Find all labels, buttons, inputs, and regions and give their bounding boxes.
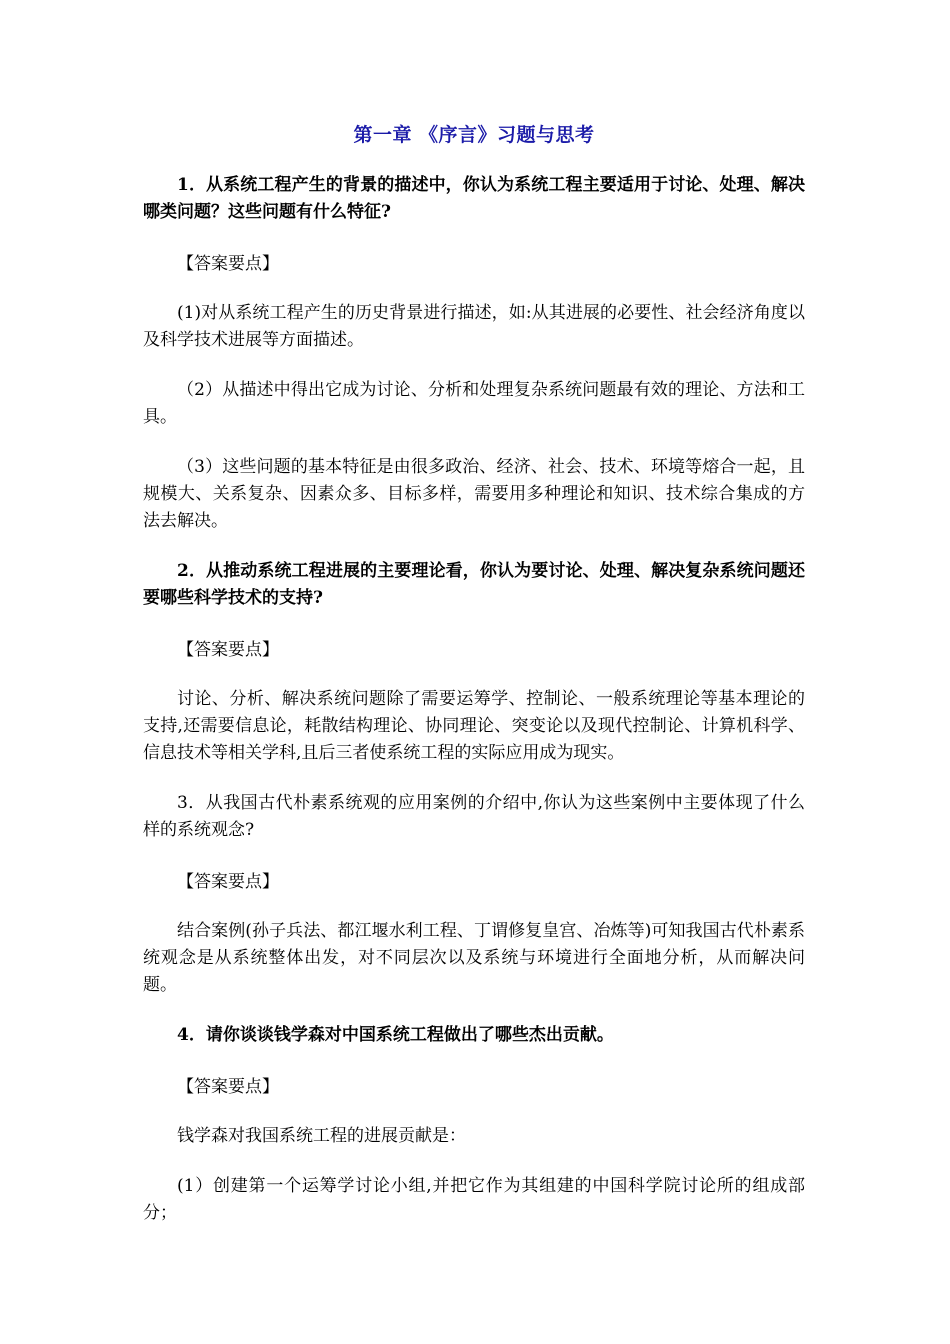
question-4: 4．请你谈谈钱学森对中国系统工程做出了哪些杰出贡献。 (177, 1025, 614, 1045)
answer-label-4: 【答案要点】 (177, 1077, 279, 1097)
answer-label-3: 【答案要点】 (177, 872, 279, 892)
answer-3-1: 结合案例(孙子兵法、都江堰水利工程、丁谓修复皇宫、冶炼等)可知我国古代朴素系统观念是从系统整体出发，对不同层次以及系统与环境进行全面地分析，从而解决问题。 (143, 921, 805, 995)
chapter-title: 第一章 《序言》习题与思考 (353, 124, 595, 146)
answer-1-1: (1)对从系统工程产生的历史背景进行描述，如:从其进展的必要性、社会经济角度以及科学技术进展等方面描述。 (143, 303, 805, 350)
question-3: 3．从我国古代朴素系统观的应用案例的介绍中,你认为这些案例中主要体现了什么样的系统观念? (143, 793, 805, 840)
answer-label-2: 【答案要点】 (177, 640, 279, 660)
answer-1-2: （2）从描述中得出它成为讨论、分析和处理复杂系统问题最有效的理论、方法和工具。 (143, 380, 805, 427)
answer-label-1: 【答案要点】 (177, 254, 279, 274)
answer-1-3: （3）这些问题的基本特征是由很多政治、经济、社会、技术、环境等熔合一起，且规模大、关系复杂、因素众多、目标多样，需要用多种理论和知识、技术综合集成的方法去解决。 (143, 457, 805, 531)
question-2: 2．从推动系统工程进展的主要理论看，你认为要讨论、处理、解决复杂系统问题还要哪些科学技术的支持? (143, 561, 805, 608)
document-page (143, 118, 805, 1250)
answer-2-1: 讨论、分析、解决系统问题除了需要运筹学、控制论、一般系统理论等基本理论的支持,还需要信息论，耗散结构理论、协同理论、突变论以及现代控制论、计算机科学、信息技术等相关学科,且后三者使系统工程的实际应用成为现实。 (143, 689, 805, 763)
answer-4-2: (1）创建第一个运筹学讨论小组,并把它作为其组建的中国科学院讨论所的组成部分； (143, 1176, 805, 1223)
question-1: 1．从系统工程产生的背景的描述中，你认为系统工程主要适用于讨论、处理、解决哪类问题？这些问题有什么特征? (143, 175, 805, 222)
answer-4-1: 钱学森对我国系统工程的进展贡献是： (177, 1126, 466, 1146)
